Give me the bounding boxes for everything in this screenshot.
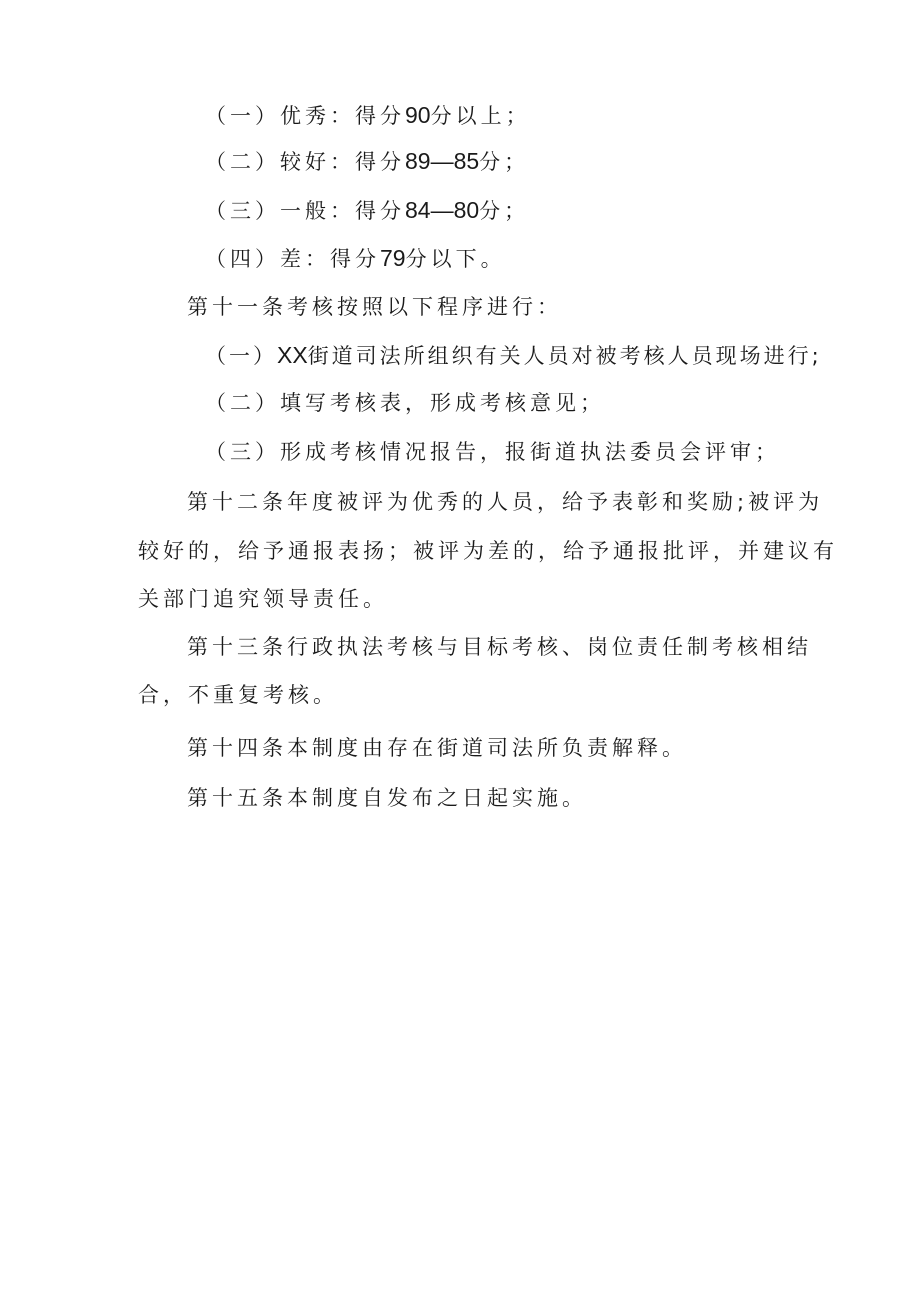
grade-good-prefix: （二）较好：得分 [205, 150, 405, 174]
grade-good-suffix: 分； [479, 150, 530, 174]
article-12-line-3: 关部门追究领导责任。 [138, 587, 388, 611]
article-12-line-2: 较好的，给予通报表扬；被评为差的，给予通报批评，并建议有 [138, 539, 838, 563]
article-13-line-2: 合，不重复考核。 [138, 683, 338, 707]
article-13-line-1: 第十三条行政执法考核与目标考核、岗位责任制考核相结 [187, 635, 812, 659]
grade-average-suffix: 分； [479, 199, 530, 223]
article-12-line-1: 第十二条年度被评为优秀的人员，给予表彰和奖励;被评为 [187, 490, 824, 514]
article-11-step-3: （三）形成考核情况报告，报街道执法委员会评审； [205, 440, 780, 464]
grade-average [205, 195, 529, 226]
article-15: 第十五条本制度自发布之日起实施。 [187, 786, 587, 810]
grade-excellent-suffix: 分以上； [430, 104, 531, 128]
grade-excellent-prefix: （一）优秀：得分 [205, 104, 405, 128]
grade-poor-suffix: 分以下。 [405, 247, 506, 271]
article-11-heading: 第十一条考核按照以下程序进行： [187, 295, 562, 319]
grade-good [205, 146, 529, 177]
article-11-step-1-text: 街道司法所组织有关人员对被考核人员现场进行; [307, 344, 822, 368]
article-11-step-1-code: XX [277, 342, 308, 368]
grade-average-prefix: （三）一般：得分 [205, 199, 405, 223]
article-11-step-1-prefix: （一） [205, 344, 277, 368]
grade-poor [205, 243, 506, 274]
grade-poor-prefix: （四）差：得分 [205, 247, 380, 271]
grade-excellent-value: 90 [405, 102, 431, 128]
article-14: 第十四条本制度由存在街道司法所负责解释。 [187, 736, 687, 760]
article-11-step-2: （二）填写考核表，形成考核意见； [205, 391, 605, 415]
grade-poor-value: 79 [380, 245, 406, 271]
grade-average-value: 84—80 [405, 197, 480, 223]
article-11-step-1 [205, 340, 822, 371]
grade-good-value: 89—85 [405, 148, 480, 174]
grade-excellent [205, 100, 531, 131]
